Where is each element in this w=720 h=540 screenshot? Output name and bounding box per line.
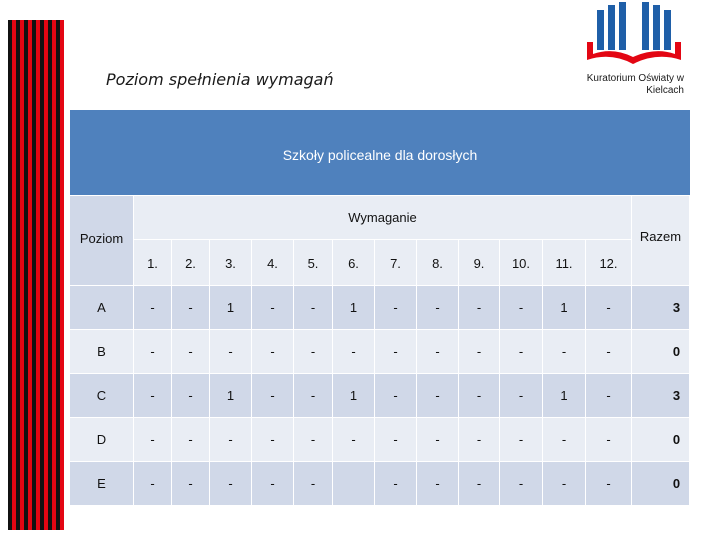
row-label bbox=[70, 330, 133, 373]
table-cell bbox=[134, 462, 171, 505]
column-header bbox=[252, 240, 293, 285]
table-cell-text: - bbox=[270, 476, 275, 491]
row-label-text: D bbox=[96, 432, 107, 447]
table-cell-text: - bbox=[228, 432, 233, 447]
table-cell-text: - bbox=[393, 432, 398, 447]
table-cell-text: - bbox=[393, 344, 398, 359]
total-cell-text: 0 bbox=[672, 432, 681, 447]
table-cell bbox=[417, 418, 458, 461]
column-header bbox=[500, 240, 542, 285]
row-label-text: E bbox=[97, 476, 106, 491]
table-cell-text: - bbox=[188, 432, 193, 447]
table-cell bbox=[543, 462, 585, 505]
row-header-cell-text: Poziom bbox=[79, 231, 124, 246]
column-header-text: 12. bbox=[599, 256, 618, 271]
total-cell bbox=[632, 374, 689, 417]
table-cell-text: 1 bbox=[226, 388, 235, 403]
table-cell-text: 1 bbox=[226, 300, 235, 315]
table-cell bbox=[459, 374, 499, 417]
table-cell bbox=[375, 330, 416, 373]
column-header bbox=[459, 240, 499, 285]
table-cell bbox=[417, 462, 458, 505]
table-cell bbox=[500, 462, 542, 505]
total-cell-text: 3 bbox=[672, 300, 681, 315]
table-cell bbox=[375, 286, 416, 329]
total-cell-text: 0 bbox=[672, 344, 681, 359]
table-cell-text: - bbox=[310, 388, 316, 403]
table-cell bbox=[543, 330, 585, 373]
table-cell-text: - bbox=[188, 344, 193, 359]
column-header bbox=[543, 240, 585, 285]
table-cell bbox=[294, 330, 332, 373]
table-cell bbox=[500, 418, 542, 461]
table-cell bbox=[210, 374, 251, 417]
total-cell-text: 0 bbox=[672, 476, 681, 491]
table-cell-text: - bbox=[228, 344, 233, 359]
table-cell bbox=[294, 462, 332, 505]
table-cell-text: - bbox=[270, 388, 275, 403]
table-cell-text: - bbox=[188, 476, 193, 491]
table-cell bbox=[375, 462, 416, 505]
table-cell-text: - bbox=[606, 300, 611, 315]
row-header-cell bbox=[70, 196, 133, 285]
requirements-table bbox=[70, 110, 690, 514]
table-cell-text: - bbox=[561, 476, 567, 491]
row-label-text: B bbox=[97, 344, 106, 359]
table-cell bbox=[172, 330, 209, 373]
column-header bbox=[294, 240, 332, 285]
table-cell bbox=[417, 286, 458, 329]
table-cell bbox=[134, 374, 171, 417]
table-cell-text: - bbox=[150, 476, 155, 491]
column-header-text: 9. bbox=[473, 256, 485, 271]
table-cell-text: 1 bbox=[349, 388, 358, 403]
group-header-cell bbox=[134, 196, 631, 239]
table-cell bbox=[459, 418, 499, 461]
row-label-text: A bbox=[97, 300, 106, 315]
table-cell-text: - bbox=[270, 344, 275, 359]
total-cell-text: 3 bbox=[672, 388, 681, 403]
table-cell-text: - bbox=[228, 476, 233, 491]
table-title-band bbox=[70, 110, 690, 195]
table-cell-text: - bbox=[561, 344, 567, 359]
table-cell-text: 1 bbox=[560, 388, 568, 403]
table-cell-text: - bbox=[310, 476, 316, 491]
table-cell bbox=[252, 286, 293, 329]
table-cell-text: - bbox=[435, 476, 440, 491]
table-cell bbox=[333, 286, 374, 329]
table-cell-text: - bbox=[435, 388, 440, 403]
table-cell bbox=[294, 374, 332, 417]
column-header-text: 11. bbox=[555, 256, 573, 271]
table-cell bbox=[333, 418, 374, 461]
table-cell bbox=[586, 462, 631, 505]
table-cell bbox=[210, 286, 251, 329]
table-cell bbox=[500, 374, 542, 417]
column-header bbox=[134, 240, 171, 285]
table-cell bbox=[294, 418, 332, 461]
column-header bbox=[417, 240, 458, 285]
table-cell bbox=[210, 330, 251, 373]
column-header bbox=[333, 240, 374, 285]
table-cell bbox=[586, 286, 631, 329]
table-cell bbox=[333, 374, 374, 417]
table-cell bbox=[543, 374, 585, 417]
table-cell-text: - bbox=[435, 300, 440, 315]
group-header-cell-text: Wymaganie bbox=[348, 210, 417, 225]
column-header-text: 3. bbox=[225, 256, 236, 271]
total-cell bbox=[632, 286, 689, 329]
table-cell-text: - bbox=[270, 300, 275, 315]
organization-name: Kuratorium Oświaty w Kielcach bbox=[586, 73, 684, 96]
table-cell bbox=[333, 462, 374, 505]
column-header-text: 2. bbox=[185, 256, 196, 271]
table-cell-text: - bbox=[351, 344, 356, 359]
table-cell-text: - bbox=[476, 432, 482, 447]
table-cell-text: - bbox=[606, 432, 611, 447]
table-cell-text: - bbox=[561, 432, 567, 447]
column-header bbox=[586, 240, 631, 285]
table-cell-text: - bbox=[476, 300, 482, 315]
table-cell bbox=[375, 418, 416, 461]
column-header-text: 8. bbox=[432, 256, 443, 271]
table-cell bbox=[586, 374, 631, 417]
table-cell bbox=[134, 286, 171, 329]
column-header bbox=[172, 240, 209, 285]
total-header-cell-text: Razem bbox=[639, 229, 682, 244]
table-cell-text: 1 bbox=[560, 300, 568, 315]
column-header bbox=[375, 240, 416, 285]
table-cell-text: - bbox=[150, 300, 155, 315]
column-header-text: 7. bbox=[390, 256, 401, 271]
table-cell bbox=[586, 418, 631, 461]
row-label bbox=[70, 374, 133, 417]
table-cell-text: - bbox=[150, 344, 155, 359]
table-cell bbox=[417, 330, 458, 373]
table-cell bbox=[252, 330, 293, 373]
table-cell-text: - bbox=[270, 432, 275, 447]
table-cell bbox=[134, 418, 171, 461]
table-cell bbox=[459, 330, 499, 373]
table-cell-text: - bbox=[393, 476, 398, 491]
table-cell-text: - bbox=[606, 344, 611, 359]
table-cell bbox=[294, 286, 332, 329]
table-cell-text: - bbox=[435, 432, 440, 447]
row-label bbox=[70, 418, 133, 461]
table-cell bbox=[375, 374, 416, 417]
column-header-text: 10. bbox=[511, 256, 531, 271]
table-cell bbox=[500, 286, 542, 329]
table-cell bbox=[252, 418, 293, 461]
column-header bbox=[210, 240, 251, 285]
table-cell-text: - bbox=[476, 388, 482, 403]
table-cell-text: - bbox=[310, 432, 316, 447]
table-cell-text: - bbox=[150, 388, 155, 403]
table-cell-text: - bbox=[606, 476, 611, 491]
table-cell bbox=[172, 462, 209, 505]
table-cell bbox=[172, 286, 209, 329]
total-cell bbox=[632, 418, 689, 461]
decorative-stripe-bar bbox=[8, 20, 64, 530]
total-cell bbox=[632, 462, 689, 505]
table-cell-text: - bbox=[393, 388, 398, 403]
table-cell bbox=[500, 330, 542, 373]
table-cell-text: - bbox=[435, 344, 440, 359]
table-cell-text: - bbox=[310, 300, 316, 315]
table-cell bbox=[417, 374, 458, 417]
table-cell-text: - bbox=[393, 300, 398, 315]
table-cell-text: - bbox=[476, 344, 482, 359]
table-cell bbox=[252, 462, 293, 505]
table-cell bbox=[459, 286, 499, 329]
table-cell-text: - bbox=[518, 388, 524, 403]
table-cell-text: - bbox=[518, 300, 524, 315]
kuratorium-logo-icon bbox=[583, 2, 685, 72]
table-cell bbox=[172, 418, 209, 461]
column-header-text: 1. bbox=[147, 256, 158, 271]
column-header-text: 5. bbox=[307, 256, 319, 271]
table-cell bbox=[543, 286, 585, 329]
table-title: Szkoły policealne dla dorosłych bbox=[282, 146, 478, 163]
table-cell bbox=[210, 418, 251, 461]
table-cell-text: - bbox=[518, 432, 524, 447]
table-cell bbox=[459, 462, 499, 505]
table-cell bbox=[252, 374, 293, 417]
column-header-text: 6. bbox=[348, 256, 359, 271]
table-cell-text: - bbox=[606, 388, 611, 403]
table-cell-text: - bbox=[351, 432, 356, 447]
row-label-text: C bbox=[96, 388, 107, 403]
table-cell-text: - bbox=[310, 344, 316, 359]
table-cell bbox=[172, 374, 209, 417]
table-cell-text: - bbox=[476, 476, 482, 491]
table-cell-text: - bbox=[188, 300, 193, 315]
table-cell bbox=[543, 418, 585, 461]
row-label bbox=[70, 462, 133, 505]
slide-title: Poziom spełnienia wymagań bbox=[106, 70, 334, 89]
table-cell-text: - bbox=[518, 344, 524, 359]
table-cell-text: - bbox=[150, 432, 155, 447]
table-cell-text: 1 bbox=[349, 300, 358, 315]
table-cell-text: - bbox=[188, 388, 193, 403]
total-header-cell bbox=[632, 196, 689, 285]
table-cell-text: - bbox=[518, 476, 524, 491]
table-cell bbox=[134, 330, 171, 373]
column-header-text: 4. bbox=[267, 256, 278, 271]
table-cell bbox=[333, 330, 374, 373]
table-cell bbox=[210, 462, 251, 505]
total-cell bbox=[632, 330, 689, 373]
table-cell bbox=[586, 330, 631, 373]
row-label bbox=[70, 286, 133, 329]
